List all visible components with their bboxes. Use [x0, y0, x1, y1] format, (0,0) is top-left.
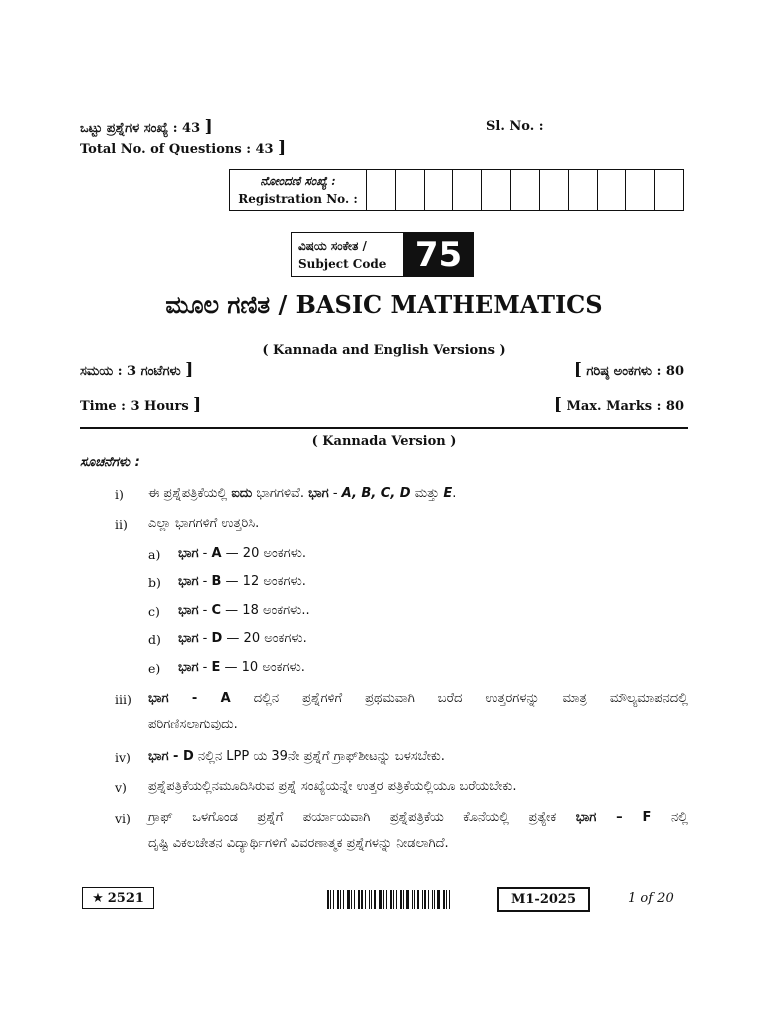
part-a-marks: ಭಾಗ - A — 20 ಅಂಕಗಳು. [178, 546, 307, 561]
barcode-bar [422, 890, 423, 909]
barcode-bar [354, 890, 355, 909]
barcode-bar [371, 890, 372, 909]
registration-digit-cell[interactable] [598, 170, 627, 210]
instruction-vi-line2: ದೃಷ್ಟಿ ವಿಕಲಚೇತನ ವಿದ್ಯಾರ್ಥಿಗಳಿಗೆ ವಿವರಣಾತ್ಮಕ ಪ್ರಶ್ನೆಗಳನ್ನು ನೀಡಲಾಗಿದೆ. [148, 836, 449, 851]
instruction-number: i) [115, 487, 124, 502]
versions-note: ( Kannada and English Versions ) [262, 343, 506, 358]
barcode-bar [434, 890, 435, 909]
instruction-vi-line1: ಗ್ರಾಫ್ ಒಳಗೊಂಡ ಪ್ರಶ್ನೆಗೆ ಪರ್ಯಾಯವಾಗಿ ಪ್ರಶ್ನೆಪತ್ರಿಕೆಯ ಕೊನೆಯಲ್ಲಿ ಪ್ರತ್ಯೇಕ ಭಾಗ – F ನಲ್ಲಿ [148, 810, 688, 825]
registration-digit-cell[interactable] [626, 170, 655, 210]
instruction-i: ಈ ಪ್ರಶ್ನೆಪತ್ರಿಕೆಯಲ್ಲಿ ಐದು ಭಾಗಗಳಿವೆ. ಭಾಗ - A, B, C, D ಮತ್ತು E. [148, 486, 457, 501]
registration-digit-cell[interactable] [482, 170, 511, 210]
part-d-marks: ಭಾಗ - D — 20 ಅಂಕಗಳು. [178, 631, 307, 646]
max-marks-english: [ Max. Marks : 80 [553, 395, 684, 415]
instruction-ii: ಎಲ್ಲಾ ಭಾಗಗಳಿಗೆ ಉತ್ತರಿಸಿ. [148, 516, 260, 531]
star-code-box: ★ 2521 [82, 887, 154, 909]
barcode-bar [446, 890, 447, 909]
barcode-bar [351, 890, 352, 909]
barcode-bar [428, 890, 429, 909]
barcode-bar [449, 890, 450, 909]
instruction-number: v) [115, 780, 127, 795]
barcode-bar [386, 890, 387, 909]
barcode-bar [347, 890, 350, 909]
registration-digit-cell[interactable] [540, 170, 569, 210]
page-number: 1 of 20 [628, 891, 674, 906]
barcode-bar [340, 890, 341, 909]
page-title: ಮೂಲ ಗಣಿತ / BASIC MATHEMATICS [165, 290, 603, 319]
registration-digit-cell[interactable] [655, 170, 683, 210]
instruction-iv: ಭಾಗ - D ನಲ್ಲಿನ LPP ಯ 39ನೇ ಪ್ರಶ್ನೆಗೆ ಗ್ರಾಫ್‌ಶೀಟನ್ನು ಬಳಸಬೇಕು. [148, 749, 445, 764]
barcode-bar [424, 890, 426, 909]
barcode-bar [393, 890, 394, 909]
total-questions-english: Total No. of Questions : 43 ] [80, 138, 287, 158]
part-c-marks: ಭಾಗ - C — 18 ಅಂಕಗಳು.. [178, 603, 310, 618]
part-b-marks: ಭಾಗ - B — 12 ಅಂಕಗಳು. [178, 574, 306, 589]
barcode-bar [383, 890, 384, 909]
part-number: d) [148, 632, 161, 647]
barcode-bar [432, 890, 433, 909]
barcode-bar [379, 890, 382, 909]
barcode [327, 890, 453, 909]
barcode-bar [414, 890, 415, 909]
instruction-iii-line2: ಪರಿಗಣಿಸಲಾಗುವುದು. [148, 717, 238, 732]
instruction-iii-line1: ಭಾಗ - A ದಲ್ಲಿನ ಪ್ರಶ್ನೆಗಳಿಗೆ ಪ್ರಥಮವಾಗಿ ಬರೆದ ಉತ್ತರಗಳನ್ನು ಮಾತ್ರ ಮೌಲ್ಯಮಾಪನದಲ್ಲಿ [148, 691, 689, 706]
serial-number-label: Sl. No. : [486, 119, 544, 134]
barcode-bar [333, 890, 334, 909]
divider [80, 427, 688, 429]
registration-digit-cell[interactable] [367, 170, 396, 210]
registration-digit-cell[interactable] [569, 170, 598, 210]
barcode-bar [369, 890, 370, 909]
instructions-heading: ಸೂಚನೆಗಳು : [80, 455, 140, 470]
barcode-bar [330, 890, 331, 909]
time-kannada: ಸಮಯ : 3 ಗಂಟೆಗಳು ] [80, 360, 194, 380]
part-number: e) [148, 661, 161, 676]
registration-digit-cell[interactable] [425, 170, 454, 210]
barcode-bar [343, 890, 344, 909]
barcode-bar [337, 890, 339, 909]
instruction-number: vi) [115, 811, 131, 826]
subject-label-english: Subject Code [298, 256, 387, 271]
total-questions-kannada: ಒಟ್ಟು ಪ್ರಶ್ನೆಗಳ ಸಂಖ್ಯೆ : 43 ] [80, 117, 213, 137]
barcode-bar [327, 890, 329, 909]
barcode-bar [390, 890, 392, 909]
registration-label [230, 170, 367, 210]
instruction-number: ii) [115, 517, 128, 532]
barcode-bar [361, 890, 363, 909]
registration-label-english: Registration No. : [238, 192, 358, 206]
subject-code-label [292, 233, 404, 276]
barcode-bar [400, 890, 402, 909]
registration-digit-cell[interactable] [511, 170, 540, 210]
part-number: a) [148, 547, 161, 562]
subject-code-box [291, 232, 474, 277]
instruction-number: iii) [115, 692, 132, 707]
paper-code-box: M1-2025 [497, 887, 590, 912]
barcode-bar [417, 890, 419, 909]
time-english: Time : 3 Hours ] [80, 395, 202, 415]
barcode-bar [406, 890, 409, 909]
barcode-bar [365, 890, 366, 909]
barcode-bar [374, 890, 376, 909]
max-marks-kannada: [ ಗರಿಷ್ಠ ಅಂಕಗಳು : 80 [573, 360, 684, 380]
subject-label-kannada: ವಿಷಯ ಸಂಕೇತ / [298, 238, 367, 253]
barcode-bar [443, 890, 445, 909]
barcode-bar [403, 890, 404, 909]
part-number: b) [148, 575, 161, 590]
barcode-bar [396, 890, 397, 909]
part-e-marks: ಭಾಗ - E — 10 ಅಂಕಗಳು. [178, 660, 305, 675]
instruction-v: ಪ್ರಶ್ನೆಪತ್ರಿಕೆಯಲ್ಲಿನಮೂದಿಸಿರುವ ಪ್ರಶ್ನೆ ಸಂಖ್ಯೆಯನ್ನೇ ಉತ್ತರ ಪತ್ರಿಕೆಯಲ್ಲಿಯೂ ಬರೆಯಬೇಕು. [148, 779, 517, 794]
instruction-number: iv) [115, 750, 131, 765]
part-number: c) [148, 604, 160, 619]
registration-digit-cell[interactable] [396, 170, 425, 210]
subject-code-value: 75 [404, 233, 473, 276]
barcode-bar [358, 890, 360, 909]
star-icon: ★ [92, 890, 104, 906]
registration-label-kannada: ನೋಂದಣಿ ಸಂಖ್ಯೆ : [260, 174, 336, 188]
registration-digit-cell[interactable] [453, 170, 482, 210]
barcode-bar [412, 890, 413, 909]
barcode-bar [437, 890, 440, 909]
kannada-version-heading: ( Kannada Version ) [311, 434, 457, 449]
registration-number-box [229, 169, 684, 211]
